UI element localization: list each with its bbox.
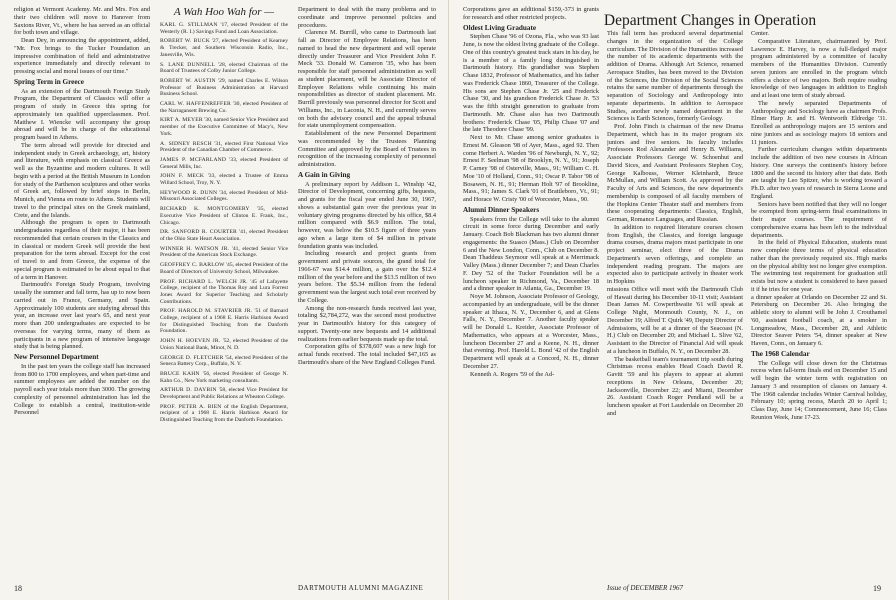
page-number: 18 [14, 584, 22, 593]
award-entry [160, 62, 288, 75]
award-text: '45 of Lafayette College, recipient of the Thomas Roy and Lura Forrest Jones Award for Superior Teaching and Scholarly Contributions. [160, 278, 288, 305]
award-name: JOHN H. HOEVEN JR. [160, 338, 221, 345]
award-text: '27, elected President of Kearney & Trecker, and Southern Wisconsin Radio, Inc., Janesville, Wis. [160, 38, 288, 58]
article-paragraph: Noye M. Johnson, Associate Professor of Geology, accompanied by an undergraduate, will be the dinner speaker at Ithaca, N. Y., December 6, and at Glens Falls, N. Y., December 7. Another faculty speaker will be Donald L. Kreider, Associate Professor of Mathematics, who appears at a Worcester, Mass., luncheon December 27 and a Keene, N. H., dinner that evening. Prof. Harold L. Bond '42 of the English Department will speak at a Concord, N. H., dinner December 27. [463, 293, 599, 370]
right-column-3 [751, 30, 887, 422]
article-paragraph: Comparative Literature, chairmanned by Prof. Lawrence E. Harvey, is now a full-fledged major program administered by a committee of faculty members of the Humanities Division. Currently seven juniors are enrolled in the program which offers a choice of two majors. Both require reading knowledge of two languages in addition to English and at least one term of study abroad. [751, 37, 887, 99]
article-paragraph: Speakers from the College will take to the alumni circuit in some force during December and early January. Coach Bob Blackman has two alumni dinner engagements: the Suasco (Mass.) Club on December 6 and the New London, Conn., Club on December 8. Dean Thaddeus Seymour will speak at a Merrimack Valley (Mass.) dinner December 7; and Dean Charles F. Dey '52 of the Tucker Foundation will be a luncheon speaker in Richmond, Va., December 18 and a dinner speaker in Atlanta, Ga., December 19. [463, 215, 599, 293]
award-entry [160, 141, 288, 154]
award-name: ROBERT W. AUSTIN [160, 77, 216, 84]
award-name: S. LANE DUNNELL [160, 61, 216, 68]
article-paragraph: Center. [751, 30, 770, 37]
article-paragraph: Further curriculum changes within departments include the addition of two new courses in African history. One surveys the continent's history before 1800 and the second its history after that date. Both are taught by Leo Spitzer, who is working toward a Ph.D. after two years of research in Sierra Leone and England. [751, 146, 887, 200]
right-column-1 [463, 6, 599, 378]
article-paragraph: The basketball team's tournament trip south during Christmas recess enables Head Coach David R. Gavitt '59 and his players to appear at alumni receptions in New Orleans, December 20; Jacksonville, December 22; and Miami, December 26. Assistant Coach Roger Pendland will be a luncheon speaker at Fort Lauderdale on December 20 and [607, 355, 743, 417]
article-paragraph: missions Office will meet with the Dartmouth Club of Hawaii during his December 10-11 visit; Assistant Dean James M. Cowperthwaite '61 will speak at College Night, Monmouth County, N. J., on December 19; Alfred T. Quirk '49, Deputy Director of Admissions, will be at a dinner of the Seacoast (N. H.) Club on December 20; and Michael L. Slive '62, Assistant to the Director of Financial Aid will speak at a luncheon in Buffalo, N. Y., on December 28. [607, 285, 743, 355]
award-name: PROF. HAROLD M. STAVRIER JR. [160, 308, 253, 315]
award-text: '30, elected President of the Narragansett Brewing Co. [160, 101, 288, 114]
page-number: 19 [873, 584, 881, 593]
article-paragraph: In the past ten years the college staff has increased from 800 to 1700 employees, and when part-time and summer employees are added the number on the payroll each year totals more than 3000. The growing complexity of personnel administration has led the College to establish a central, institution-wide Personnel [14, 362, 150, 417]
article-paragraph: Clarence M. Burrill, who came to Dartmouth last fall as Director of Employee Relations, has been named to head the new department and will operate directly under Treasurer and Vice President John F. Meck '33. Donald W. Cameron '35, who has been responsible for staff personnel administration as well as student placement, will be Associate Director of Employee Relations while continuing his main responsibilities as director of student placement. Mr. Burrill previously was personnel director for Scott and Williams, Inc., in Laconia, N. H., and currently serves on both the advisory council and the appeal tribunal for state unemployment compensation. [298, 29, 436, 130]
article-paragraph: Prof. John Finch is chairman of the new Drama Department, which has in its major program six juniors and five seniors. Its faculty includes Professors Rod Alexander and Henry B. Williams, Associate Professors George W. Schoenhut and David Sices, and Assistant Professors Stephen Coy, George Kalbouss, Werner Kleinhardt, Bruce McMullan, and William Scott. As approved by the Faculty of Arts and Sciences, the new department's membership is composed of all faculty members of the Hopkins Center Theater staff and members from these cooperating departments: Classics, English, German, Romance Languages, and Russian. [607, 123, 743, 223]
award-entry [160, 404, 288, 424]
article-paragraph: Including research and project grants from government and private sources, the grand total for 1966-67 was $14.4 million, a gain over the $12.4 million of the year before and the $13.5 million of two years before. The $5.34 million from the federal government was the largest such total ever received by the College. [298, 250, 436, 304]
box-title: A Wah Hoo Wah for — [173, 6, 275, 18]
article-paragraph: Next to Mr. Chase among senior graduates is Ernest M. Gleason '98 of Ayer, Mass., aged 92. Then come Herbert A. Warden '96 of Newburgh, N. Y., 92; Ernest F. Seelman '98 of Brooklyn, N. Y., 91; Joseph P. Carney '98 of Osterville, Mass., 91; William C. H. Moe '10 of Holland, Conn., 91; Oscar P. Tabor '98 of Bosawen, N. H., 91; Herman Holt '97 of Brookline, Mass., 91; James S. Clark '01 of Brattleboro, Vt., 91; and Horace W. Cristy '00 of Worcester, Mass., 90. [463, 134, 599, 203]
article-paragraph: Corporations gave an additional $159,-373 in grants for research and other restricted projects. [463, 6, 599, 21]
left-column-3 [298, 6, 436, 367]
article-paragraph: A preliminary report by Addison L. Winship '42, Director of Development, concerning gifts, bequests, and grants for the fiscal year ended June 30, 1967, shows a substantial gain over the previous year in voluntary giving programs directed by his office, $8.4 million compared with $6.9 million. The total, however, was below the $10.5 figure of three years ago when a large item of $4 million in private foundation grants was included. [298, 180, 436, 250]
award-text: '33, elected President of General Mills, Inc. [160, 156, 288, 170]
section-heading: New Personnel Department [14, 353, 99, 361]
feature-title: Department Changes in Operation [603, 12, 817, 29]
award-text: '31, elected First National Vice President of the Canadian Chamber of Commerce. [160, 140, 288, 154]
award-text: '41, elected Senior Vice President of the American Stock Exchange. [160, 245, 288, 259]
right-page [448, 0, 896, 600]
award-text: '52, elected President of the Union National Bank, Minot, N. D. [160, 338, 288, 351]
article-paragraph: Dartmouth's Foreign Study Program, involving usually the summer and fall term, has up to now been carried out in France, Germany, and Spain. Approximately 100 students are studying abroad this year, an increase over last year's 65, and next year more than 200 undergraduates are expected to be overseas for varying terms, many of them as participants in a new program of intensive language study that is being planned. [14, 281, 150, 351]
article-paragraph: The term abroad will provide for directed and independent study in Greek archaeology, art, history and literature, with emphasis on classical Greece as well as the Byzantine and modern cultures. It will begin with a period at the British Museum in London for study of the Parthenon sculptures and other works of Greek art, followed by brief stops in Berlin, Munich, and Vienna en route to Athens. Students will travel to the principal sites on the Greek mainland, Crete, and the Islands. [14, 141, 150, 219]
wah-hoo-wah-box [160, 6, 288, 566]
article-paragraph: As an extension of the Dartmouth Foreign Study Program, the Department of Classics will offer a program of study in Greece this spring for approximately ten qualified upperclassmen. Prof. Matthew I. Wiencke will accompany the group abroad and will be in charge of the educational program based in Athens. [14, 87, 150, 141]
article-paragraph: This fall term has produced several departmental changes in the organization of the College curriculum. The Division of the Humanities increased the number of its academic departments with the addition of Drama. Although Art Science, renamed Aerospace Studies, has been moved to the Division of the Sciences, the Division of the Social Sciences retains the same number of departments through the separation of Sociology and Anthropology into separate departments. In addition to Aerospace Studies, another newly named department in the Sciences is Earth Sciences, formerly Geology. [607, 30, 743, 123]
award-name: ARTHUR D. DAYBIN [160, 387, 217, 394]
article-paragraph: The College will close down for the Christmas recess when fall-term finals end on December 15 and will begin the winter term with registration on January 3 and resumption of classes on January 4. The 1968 calendar includes Winter Carnival holiday, February 10; spring recess, March 20 to April 1; Class Day, June 14; Commencement, June 16; Class Reunion Week, June 17-23. [751, 359, 887, 421]
award-entry [160, 190, 288, 203]
right-column-2 [607, 30, 743, 418]
article-paragraph: In the field of Physical Education, students must now complete three terms of physical education rather than the previously required six. High marks on the physical ability test no longer give exemption. The swimming test requirement for graduation still exists but now a student is considered to have passed it if he tries for one year. [751, 239, 887, 293]
award-entry [160, 308, 288, 335]
award-name: ROBERT W. BUCK [160, 38, 210, 45]
award-entry [160, 117, 288, 137]
award-text: '35, elected Executive Vice President of Clinton E. Frank, Inc., Chicago. [160, 206, 288, 226]
award-entry [160, 38, 288, 58]
award-text: '30, named Senior Vice President and member of the Executive Committee of Macy's, New York. [160, 117, 288, 137]
award-name: BRUCE KAHN [160, 370, 200, 377]
award-entry [160, 262, 288, 275]
award-text: '28, elected Chairman of the Board of Trustees of Colby Junior College. [160, 61, 288, 75]
award-text: '34, elected President of Mid-Missouri Associated Colleges. [160, 189, 288, 203]
article-paragraph: Department to deal with the many problems and to coordinate and improve personnel policies and procedures. [298, 6, 436, 29]
article-paragraph: Among the non-research funds received last year, totaling $2,784,272, was the second most productive year in Dartmouth's history for this category of support. Twenty-one new bequests and 14 additional realizations from earlier bequests made up the total. [298, 304, 436, 343]
award-entry [160, 173, 288, 186]
magazine-name: DARTMOUTH ALUMNI MAGAZINE [298, 584, 424, 592]
award-text: '51 of Barnard College, recipient of a 1968 E. Harris Harbison Award for Distinguished Teaching from the Danforth Foundation. [160, 308, 288, 335]
award-name: PROF. RICHARD L. WELCH JR. [160, 278, 248, 285]
award-text: '45, elected President of the Board of Directors of University School, Milwaukee. [160, 262, 288, 275]
article-paragraph: Stephen Chase '96 of Ozona, Fla., who was 93 last June, is now the oldest living graduate of the College. One of this country's greatest track stars in his day, he is a member of a family long distinguished in Dartmouth history. His grandfather was Stephen Chase 1832, Professor of Mathematics, and his father was Frederick Chase 1860, Treasurer of the College. His sons are Stephen Chase Jr. '25 and Frederick Chase '30, and his grandson Frederick Chase Jr. '53 was the fifth straight generation to graduate from Dartmouth. Mr. Chase also has two Dartmouth brothers: Frederick Chase '05, Philip Chase '07 and the late Theodore Chase '99. [463, 33, 599, 134]
award-name: WINNER H. WATSON JR. [160, 245, 230, 252]
article-paragraph: In addition to required literature courses chosen from English, the Classics, and foreign language drama courses, drama majors must participate in one project seminar, elect three of the Drama Department's seven offerings, and complete an independent reading program. The majors are expected also to participate actively in theater work in Hopkins [607, 223, 743, 285]
article-paragraph: Establishment of the new Personnel Department was recommended by the Trustees Planning Committee and approved by the Board of Trustees in recognition of the increasing complexity of personnel administration. [298, 130, 436, 168]
award-entry [160, 22, 288, 35]
left-column-1 [14, 6, 150, 417]
award-name: KARL G. STILLMAN [160, 22, 218, 28]
award-name: DR. SANFORD R. COURTER [160, 229, 237, 236]
award-text: '56, elected President of George N. Kahn Co., New York marketing consultants. [160, 370, 288, 384]
award-entry [160, 229, 288, 242]
award-entry [160, 206, 288, 226]
article-paragraph: Corporation gifts of $378,607 was a new high for actual funds received. The total included $47,165 as Dartmouth's share of the New England Colleges Fund. [298, 343, 436, 366]
issue-date: Issue of DECEMBER 1967 [607, 584, 684, 592]
award-entry [160, 101, 288, 114]
award-text: '29, named Charles E. Wilson Professor of Business Administration at Harvard Business School. [160, 77, 288, 98]
award-name: JOHN F. MECK [160, 173, 205, 180]
award-entry [160, 387, 288, 400]
award-entry [160, 246, 288, 259]
award-text: '54, elected President of the Seneca Battery Corp., Buffalo, N. Y. [160, 354, 288, 368]
article-paragraph: Although the program is open to Dartmouth undergraduates regardless of their major, it has been recommended that certain courses in the Classics and in classical or modern Greek will provide the best preparation for the term abroad. Except for the cost of travel to and from Greece, the expense of the special program is estimated to be about equal to that of a term in Hanover. [14, 219, 150, 281]
section-heading: Spring Term in Greece [14, 77, 84, 86]
award-text: '17, elected President of the Westerly (R. I.) Savings Fund and Loan Association. [160, 22, 288, 35]
section-heading: The 1968 Calendar [751, 349, 810, 358]
award-entry [160, 78, 288, 98]
award-text: of the English Department, recipient of a 1968 E. Harris Harbison Award for Distinguished Teaching from the Danforth Foundation. [160, 403, 288, 424]
award-name: A. SIDNEY RESCH [160, 140, 212, 147]
award-entry [160, 338, 288, 351]
award-text: '41, elected President of the Ohio State Heart Association. [160, 229, 288, 242]
award-name: CARL W. HAFFENREFFER [160, 101, 231, 108]
awards-list [160, 22, 288, 424]
award-name: GEORGE D. FLETCHER [160, 354, 224, 361]
award-name: HEYWOOD R. DUNN [160, 189, 218, 196]
award-entry [160, 157, 288, 170]
award-name: RICHARD K. MONTGOMERY [160, 206, 250, 213]
section-heading: A Gain in Giving [298, 170, 351, 179]
article-paragraph: Kenneth A. Rogers '59 of the Ad- [470, 370, 555, 378]
section-heading: Oldest Living Graduate [463, 23, 537, 32]
award-text: '58, elected Vice President for Development and Public Relations at Wheaton College. [160, 387, 288, 401]
article-paragraph: religion at Vermont Academy. Mr. and Mrs. Fox and their two children will move to Hanover from Saxtons River, Vt., where he has served as an official for both town and village. [14, 6, 150, 37]
award-name: GEOFFREY C. BARLOW [160, 262, 225, 269]
award-entry [160, 355, 288, 368]
award-entry [160, 371, 288, 384]
article-paragraph: Dean Dey, in announcing the appointment, added, "Mr. Fox brings to the Tucker Foundation an impressive combination of field and administrative experience immediately and directly relevant to pressing social and moral issues of our time." [14, 37, 150, 75]
award-entry [160, 279, 288, 306]
article-paragraph: a dinner speaker at Orlando on December 22 and St. Petersburg on December 26. Also bringing the athletic story to alumni will be John J. Crouthamel '60, assistant football coach, at a smoker in Longmeadow, Mass., December 28, and Athletic Director Seaver Peters '54, dinner speaker at New Haven, Conn., on January 6. [751, 293, 887, 347]
award-name: KIRT A. MEYER [160, 117, 203, 124]
article-paragraph: The newly separated Departments of Anthropology and Sociology have as chairmen Profs. Elmer Harp Jr. and H. Wentworth Eldredge '31. Enrolled as anthropology majors are 15 seniors and nine juniors and as sociology majors 18 seniors and 11 juniors. [751, 99, 887, 146]
award-text: '33, elected a Trustee of Emma Willard School, Troy, N. Y. [160, 173, 288, 187]
section-heading: Alumni Dinner Speakers [463, 205, 540, 214]
award-name: JAMES P. MCFARLAND [160, 156, 227, 163]
article-paragraph: Seniors have been notified that they will no longer be exempted from spring-term final examinations in their major courses. The requirement of comprehensive exams has been left to the individual departments. [751, 200, 887, 239]
award-name: PROF. PETER A. BIEN [160, 403, 222, 410]
